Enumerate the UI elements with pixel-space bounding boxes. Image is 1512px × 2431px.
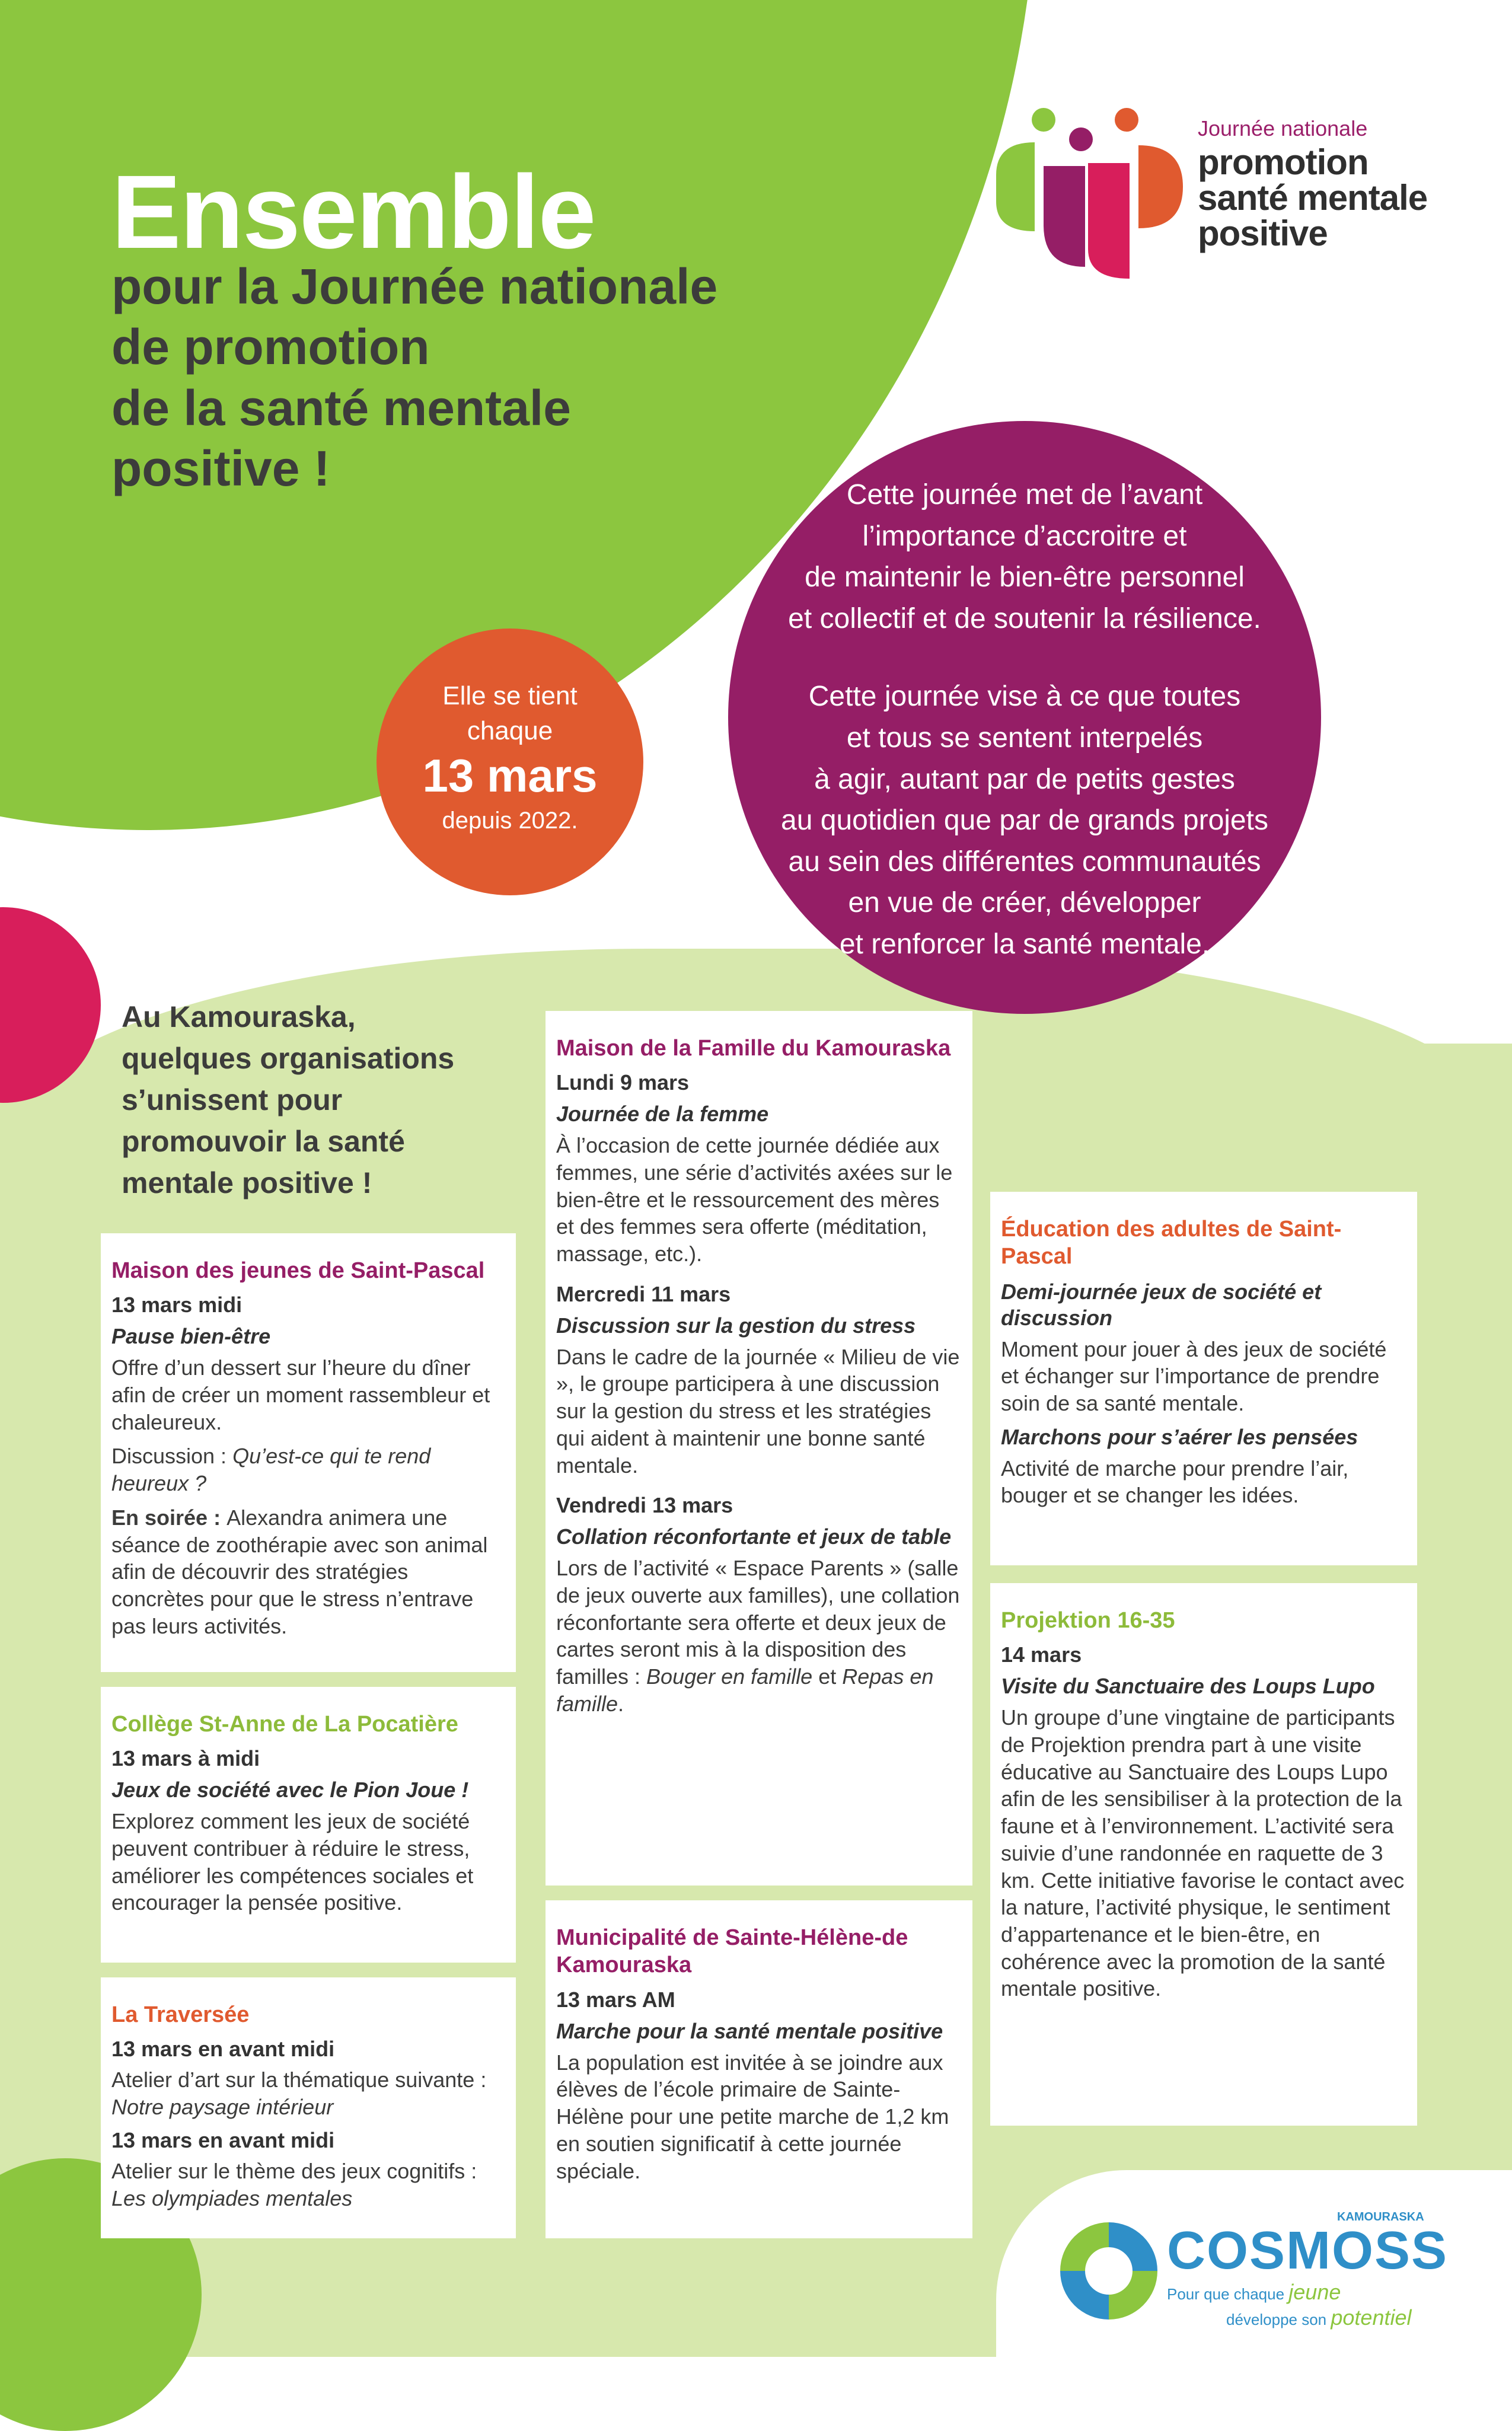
workshop-theme: Les olympiades mentales bbox=[111, 2186, 353, 2210]
headline-line-3: de la santé mentale bbox=[111, 379, 571, 436]
journee-nationale-logo-icon bbox=[993, 107, 1189, 285]
card-activity: Marche pour la santé mentale positive bbox=[556, 2018, 943, 2043]
card-description bbox=[111, 1443, 505, 1497]
discussion-topic: Qu’est-ce qui te rend heureux ? bbox=[111, 1444, 431, 1496]
card-description bbox=[556, 1555, 962, 1717]
card-municipalite-sainte-helene bbox=[546, 1900, 972, 2238]
card-org-name: Maison des jeunes de Saint-Pascal bbox=[111, 1258, 485, 1283]
mission-paragraph-2 bbox=[728, 676, 1321, 965]
card-game-name: Repas en famille bbox=[556, 1664, 934, 1716]
intro-line: Au Kamouraska, bbox=[122, 1000, 356, 1033]
card-game-name: Bouger en famille bbox=[646, 1664, 813, 1689]
mission-line: au sein des différentes communautés bbox=[788, 846, 1261, 878]
mission-paragraph-1 bbox=[728, 474, 1321, 639]
kamouraska-intro bbox=[122, 996, 489, 1204]
card-activity: Jeux de société avec le Pion Joue ! bbox=[111, 1778, 469, 1802]
date-circle bbox=[377, 629, 643, 895]
card-maison-de-la-famille bbox=[546, 1011, 972, 1886]
card-description: Un groupe d’une vingtaine de participants de Projektion prendra part à une visite éducative au Sanctuaire des Loups Lupo afin de les sensibiliser à la protection de la faune et à l’environnement. L’activité sera suivie d’une randonnée en raquette de 3 km. Cette initiative favorise le contact avec la nature, l’activité physique, le sentiment d’appartenance et le bien-être, en cohérence avec la promotion de la santé mentale positive. bbox=[1001, 1705, 1405, 2001]
card-activity: Collation réconfortante et jeux de table bbox=[556, 1524, 952, 1549]
card-date: 14 mars bbox=[1001, 1642, 1082, 1667]
evening-label: En soirée : bbox=[111, 1505, 227, 1530]
logo-wordmark bbox=[1198, 116, 1427, 251]
card-description bbox=[111, 2158, 505, 2212]
cosmoss-tagline-2 bbox=[1226, 2305, 1411, 2330]
cosmoss-tagline-1 bbox=[1167, 2280, 1341, 2305]
headline-line-1: pour la Journée nationale bbox=[111, 259, 718, 314]
headline-subtitle bbox=[111, 256, 764, 499]
intro-line: mentale positive ! bbox=[122, 1166, 372, 1199]
intro-line: quelques organisations bbox=[122, 1042, 455, 1075]
date-circle-line-1: Elle se tient bbox=[442, 681, 578, 710]
card-description: La population est invitée à se joindre aux élèves de l’école primaire de Sainte-Hélène pour une petite marche de 1,2 km en soutien significatif à cette journée spéciale. bbox=[556, 2050, 949, 2183]
card-description: Moment pour jouer à des jeux de société et échanger sur l’importance de prendre soin de sa santé mentale. bbox=[1001, 1336, 1387, 1415]
workshop-text: Atelier d’art sur la thématique suivante : bbox=[111, 2068, 487, 2092]
tagline-text: développe son bbox=[1226, 2311, 1331, 2328]
intro-line: promouvoir la santé bbox=[122, 1125, 405, 1158]
evening-text: Alexandra animera une séance de zoothérapie avec son animal afin de découvrir des stratégies concrètes pour que le stress n’entrave pas leurs activités. bbox=[111, 1505, 488, 1638]
mission-line: et tous se sentent interpelés bbox=[846, 722, 1203, 754]
tagline-accent: jeune bbox=[1288, 2280, 1341, 2304]
card-description: Activité de marche pour prendre l’air, bouger et se changer les idées. bbox=[1001, 1456, 1349, 1508]
logo-line-2: santé mentale bbox=[1198, 178, 1428, 218]
card-activity: Demi-journée jeux de société et discussion bbox=[1001, 1279, 1322, 1330]
card-date: Lundi 9 mars bbox=[556, 1070, 690, 1095]
cosmoss-kamouraska-label: KAMOURASKA bbox=[1337, 2210, 1424, 2223]
mission-line: l’importance d’accroitre et bbox=[862, 520, 1187, 552]
period: . bbox=[618, 1691, 624, 1716]
headline-line-2: de promotion bbox=[111, 319, 430, 375]
tagline-accent: potentiel bbox=[1331, 2305, 1412, 2330]
tagline-text: Pour que chaque bbox=[1167, 2285, 1289, 2303]
intro-line: s’unissent pour bbox=[122, 1083, 343, 1116]
logo-line-3: positive bbox=[1198, 213, 1328, 253]
card-date: Mercredi 11 mars bbox=[556, 1281, 731, 1306]
card-description: Explorez comment les jeux de société peuvent contribuer à réduire le stress, améliorer les compétences sociales et encourager la pensée positive. bbox=[111, 1809, 474, 1915]
mission-line: en vue de créer, développer bbox=[848, 887, 1201, 919]
mission-line: à agir, autant par de petits gestes bbox=[814, 763, 1235, 795]
mission-line: Cette journée vise à ce que toutes bbox=[808, 681, 1241, 713]
card-date: 13 mars midi bbox=[111, 1293, 243, 1317]
card-org-name: Éducation des adultes de Saint-Pascal bbox=[1001, 1217, 1342, 1269]
card-description: Offre d’un dessert sur l’heure du dîner afin de créer un moment rassembleur et chaleureux. bbox=[111, 1355, 490, 1434]
card-activity: Marchons pour s’aérer les pensées bbox=[1001, 1424, 1358, 1449]
card-description: Dans le cadre de la journée « Milieu de vie », le groupe participera à une discussion sur la gestion du stress et les stratégies qui aident à maintenir une bonne santé mentale. bbox=[556, 1344, 960, 1478]
card-org-name: Municipalité de Sainte-Hélène-de Kamouraska bbox=[556, 1925, 908, 1978]
card-org-name: Maison de la Famille du Kamouraska bbox=[556, 1036, 951, 1061]
card-org-name: Collège St-Anne de La Pocatière bbox=[111, 1712, 458, 1737]
card-college-st-anne bbox=[101, 1687, 516, 1963]
logo-small-text: Journée nationale bbox=[1198, 116, 1368, 141]
card-org-name: La Traversée bbox=[111, 2002, 250, 2027]
card-activity: Visite du Sanctuaire des Loups Lupo bbox=[1001, 1674, 1375, 1699]
logo-line-1: promotion bbox=[1198, 142, 1369, 182]
family-text: Lors de l’activité « Espace Parents » (salle de jeux ouverte aux familles), une collation réconfortante sera offerte et deux jeux de cartes seront mis à la disposition des familles : bbox=[556, 1556, 960, 1689]
card-maison-des-jeunes bbox=[101, 1233, 516, 1672]
card-projektion bbox=[990, 1583, 1417, 2126]
card-activity: Pause bien-être bbox=[111, 1324, 271, 1349]
headline-line-4: positive ! bbox=[111, 441, 330, 497]
cosmoss-logo-icon bbox=[1055, 2218, 1162, 2324]
card-description bbox=[111, 1504, 505, 1640]
date-circle-big-date: 13 mars bbox=[422, 749, 598, 802]
workshop-text: Atelier sur le thème des jeux cognitifs : bbox=[111, 2158, 477, 2183]
card-activity: Discussion sur la gestion du stress bbox=[556, 1313, 916, 1338]
card-description: À l’occasion de cette journée dédiée aux femmes, une série d’activités axées sur le bien-être et le ressourcement des mères et des femmes sera offerte (méditation, massage, etc.). bbox=[556, 1133, 953, 1266]
discussion-label: Discussion : bbox=[111, 1444, 233, 1469]
date-circle-line-3: depuis 2022. bbox=[442, 807, 578, 834]
mission-line: Cette journée met de l’avant bbox=[846, 479, 1203, 511]
card-date: 13 mars en avant midi bbox=[111, 2037, 335, 2062]
headline-title: Ensemble bbox=[111, 154, 595, 270]
mission-circle bbox=[728, 421, 1321, 1014]
card-activity: Journée de la femme bbox=[556, 1102, 769, 1127]
workshop-theme: Notre paysage intérieur bbox=[111, 2095, 334, 2120]
connector-text: et bbox=[812, 1664, 843, 1689]
card-description bbox=[111, 2066, 505, 2120]
mission-line: et renforcer la santé mentale. bbox=[839, 928, 1210, 960]
card-org-name: Projektion 16-35 bbox=[1001, 1608, 1175, 1633]
mission-line: de maintenir le bien-être personnel bbox=[805, 562, 1245, 594]
date-circle-line-2: chaque bbox=[467, 716, 553, 745]
card-date: 13 mars AM bbox=[556, 1987, 675, 2012]
card-date: 13 mars à midi bbox=[111, 1746, 260, 1771]
cosmoss-wordmark: COSMOSS bbox=[1167, 2221, 1449, 2280]
mission-line: et collectif et de soutenir la résilience. bbox=[788, 602, 1261, 634]
mission-line: au quotidien que par de grands projets bbox=[781, 805, 1268, 837]
card-la-traversee bbox=[101, 1977, 516, 2238]
card-date: 13 mars en avant midi bbox=[111, 2127, 335, 2152]
card-education-des-adultes bbox=[990, 1192, 1417, 1565]
card-date: Vendredi 13 mars bbox=[556, 1493, 733, 1518]
